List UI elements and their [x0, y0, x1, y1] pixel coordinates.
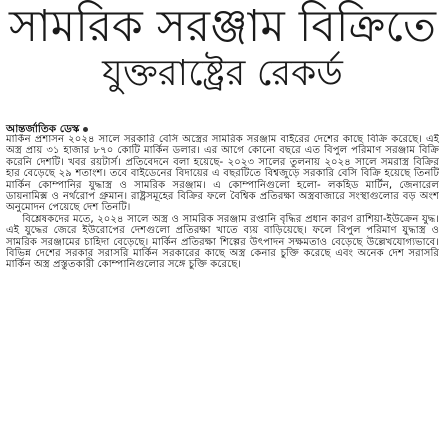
dateline-label: আন্তর্জাতিক ডেস্ক — [6, 123, 80, 135]
article-paragraph: মার্কিন প্রশাসন ২০২৪ সালে সরকারি বেসি অস্ত্রের সামরিক সরঞ্জাম বাইরের দেশের কাছে বিক্রি করেছে। এই অস্ত্র প্রায় ৩১ হাজার ৮৭০ কোটি মার্কিন ডলার। এর আগে কোনো বছরে এত বিপুল পরিমাণ সরঞ্জাম বিক্রি করেনি দেশটি। খবর রয়টার্স। প্রতিবেদনে বলা হয়েছে- ২০২৩ সালের তুলনায় ২০২৪ সালে সমরাস্ত্র বিক্রির হার বেড়েছে ২৯ শতাংশ। তবে বাইডেনের বিদায়ের এ বছরটিতে বিশ্বজুড়ে সরকারি বেসি বিক্রি হয়েছে তিনটি মার্কিন কোম্পানির যুদ্ধাস্ত্র ও সামরিক সরঞ্জাম। এ কোম্পানিগুলো হলো- লকহিড মার্টিন, জেনারেল ডায়নামিক্স ও নর্থরোপ গ্রুমান। রাষ্ট্রসমূহের বিক্রির ফলে বৈশ্বিক প্রতিরক্ষা অস্ত্রবাজারে সংস্থাগুলোর বড় অংশ অনুমোদন পেয়েছে দেশ তিনটি। — [6, 134, 439, 214]
article-paragraph: বিশ্লেষকদের মতে, ২০২৪ সালে অস্ত্র ও সামরিক সরঞ্জাম রপ্তানি বৃদ্ধির প্রধান কারণ রাশিয়া-ইউক্রেন যুদ্ধ। এই যুদ্ধের জেরে ইউরোপের দেশগুলো প্রতিরক্ষা খাতে ব্যয় বাড়িয়েছে। ফলে বিপুল পরিমাণ যুদ্ধাস্ত্র ও সামরিক সরঞ্জামের চাহিদা বেড়েছে। মার্কিন প্রতিরক্ষা শিল্পের উৎপাদন সক্ষমতাও বেড়েছে উল্লেখযোগ্যভাবে। বিভিন্ন দেশের সরকার সরাসরি মার্কিন সরকারের কাছে অস্ত্র কেনার চুক্তি করেছে এবং অনেক দেশ সরাসরি মার্কিন অস্ত্র প্রস্তুতকারী কোম্পানিগুলোর সঙ্গে চুক্তি করেছে। — [6, 213, 439, 271]
bullet-icon — [83, 127, 88, 132]
headline-line-1: সামরিক সরঞ্জাম বিক্রিতে — [8, 1, 436, 52]
article-body — [6, 134, 439, 422]
headline-line-2: যুক্তরাষ্ট্রের রেকর্ড — [102, 53, 343, 94]
